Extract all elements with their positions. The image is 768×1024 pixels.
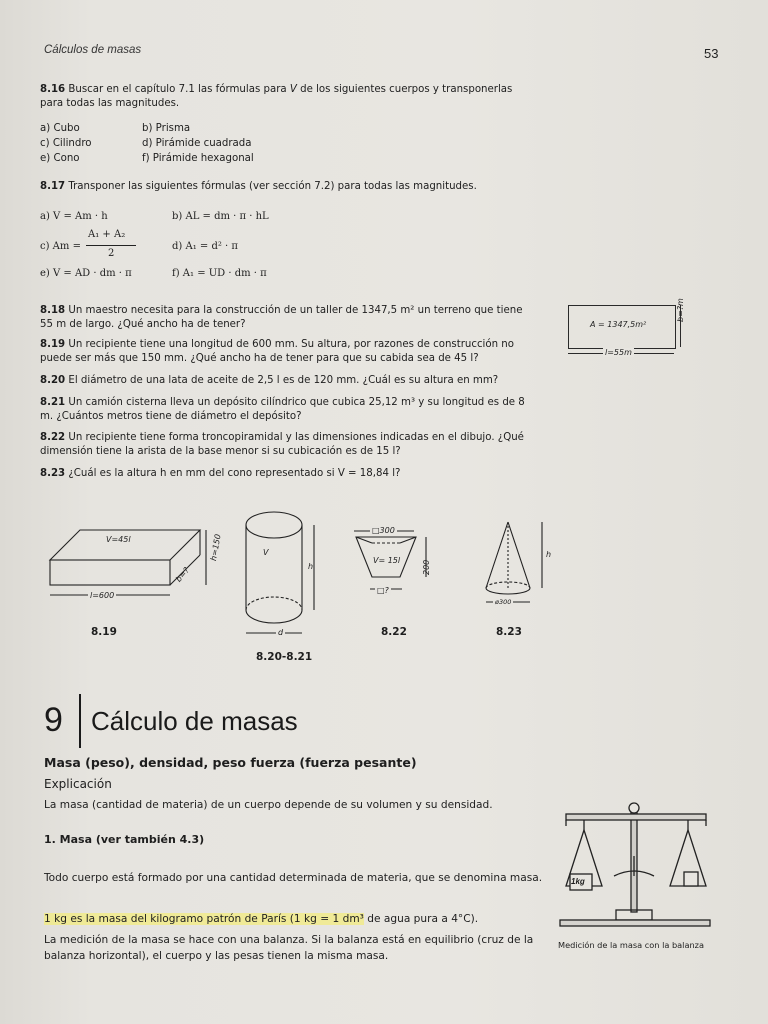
exercise-8-22: 8.22 Un recipiente tiene forma troncopiramidal y las dimensiones indicadas en el dibujo. ¿Qué [40, 432, 524, 443]
formula-c-denominator: 2 [108, 248, 115, 259]
width-label: b=?m [676, 298, 685, 322]
bottom-edge-label: □? [377, 586, 389, 595]
exercise-8-21: 8.21 Un camión cisterna lleva un depósito cilíndrico que cubica 25,12 m³ y su longitud es de 8 [40, 397, 525, 408]
weight-label: 1kg [571, 877, 585, 886]
paragraph-balance: La medición de la masa se hace con una balanza. Si la balanza está en equilibrio (cruz de la balanza horizontal), el cuerpo y las pesas tienen la misma masa. [44, 934, 534, 962]
paragraph: Todo cuerpo está formado por una cantidad determinada de materia, que se denomina masa. [44, 872, 543, 884]
volume-label: V= 15l [373, 556, 401, 565]
balance-illustration [556, 796, 726, 936]
figure-caption: 8.20-8.21 [256, 651, 313, 663]
volume-label: V [263, 548, 269, 557]
chapter-divider [79, 694, 81, 748]
paragraph-kilogram: 1 kg es la masa del kilogramo patrón de París (1 kg = 1 dm³ de agua pura a 4°C). [44, 913, 479, 925]
exercise-8-16: 8.16 Buscar en el capítulo 7.1 las fórmulas para V de los siguientes cuerpos y transponerlas [40, 84, 513, 95]
intro-text: La masa (cantidad de materia) de un cuerpo depende de su volumen y su densidad. [44, 799, 493, 811]
length-label: l=600 [90, 591, 115, 600]
figure-caption: 8.23 [496, 626, 522, 638]
diameter-label: d [278, 628, 284, 637]
length-label: l=55m [605, 348, 632, 357]
list-item: e) Cono [40, 153, 80, 164]
base-diameter-label: ø300 [495, 598, 512, 606]
fraction-bar [86, 245, 136, 246]
figure-8-19-box [40, 515, 220, 605]
formula-f: f) A₁ = UD · dm · π [172, 268, 267, 279]
list-item: d) Pirámide cuadrada [142, 138, 252, 149]
exercise-8-19: 8.19 Un recipiente tiene una longitud de 600 mm. Su altura, por razones de construcción no [40, 339, 514, 350]
list-item: b) Prisma [142, 123, 191, 134]
list-item: f) Pirámide hexagonal [142, 153, 254, 164]
height-label: 200 [422, 559, 431, 575]
balance-caption: Medición de la masa con la balanza [558, 940, 704, 950]
list-item: c) Cilindro [40, 138, 92, 149]
formula-b: b) AL = dm · π · hL [172, 211, 269, 222]
height-label: h=150 [209, 533, 223, 562]
exercise-8-21-line2: m. ¿Cuántos metros tiene de diámetro el depósito? [40, 411, 302, 422]
figure-caption: 8.19 [91, 626, 117, 638]
width-label: b=? [174, 565, 192, 584]
height-label: h [546, 550, 552, 559]
list-item: a) Cubo [40, 123, 80, 134]
figure-caption: 8.22 [381, 626, 407, 638]
subheading: Explicación [44, 777, 112, 791]
volume-label: V=45l [106, 535, 131, 544]
exercise-8-20: 8.20 El diámetro de una lata de aceite de 2,5 l es de 120 mm. ¿Cuál es su altura en mm? [40, 375, 499, 386]
figure-8-23-cone [476, 518, 566, 608]
area-label: A = 1347,5m² [590, 320, 647, 329]
chapter-number: 9 [44, 701, 63, 739]
running-header: Cálculos de masas [44, 44, 142, 56]
exercise-8-19-line2: puede ser más que 150 mm. ¿Qué ancho ha de tener para que su cabida sea de 45 l? [40, 353, 479, 364]
page-number: 53 [704, 46, 719, 61]
formula-c-numerator: A₁ + A₂ [88, 229, 126, 240]
formula-d: d) A₁ = d² · π [172, 241, 238, 252]
exercise-8-17: 8.17 Transponer las siguientes fórmulas (ver sección 7.2) para todas las magnitudes. [40, 181, 477, 192]
exercise-8-18-line2: 55 m de largo. ¿Qué ancho ha de tener? [40, 319, 246, 330]
subsection-heading: 1. Masa (ver también 4.3) [44, 833, 205, 846]
section-heading: Masa (peso), densidad, peso fuerza (fuerza pesante) [44, 755, 417, 770]
exercise-8-22-line2: dimensión tiene la arista de la base menor si su cubicación es de 15 l? [40, 446, 401, 457]
formula-c: c) Am = [40, 241, 81, 252]
height-label: h [308, 562, 314, 571]
exercise-8-23: 8.23 ¿Cuál es la altura h en mm del cono representado si V = 18,84 l? [40, 468, 401, 479]
chapter-title: Cálculo de masas [91, 706, 298, 736]
top-edge-label: □300 [372, 526, 395, 535]
formula-a: a) V = Am · h [40, 211, 108, 222]
figure-8-20-cylinder [240, 505, 330, 645]
formula-e: e) V = AD · dm · π [40, 268, 132, 279]
exercise-8-18: 8.18 Un maestro necesita para la construcción de un taller de 1347,5 m² un terreno que tiene [40, 305, 523, 316]
exercise-8-16-line2: para todas las magnitudes. [40, 98, 180, 109]
